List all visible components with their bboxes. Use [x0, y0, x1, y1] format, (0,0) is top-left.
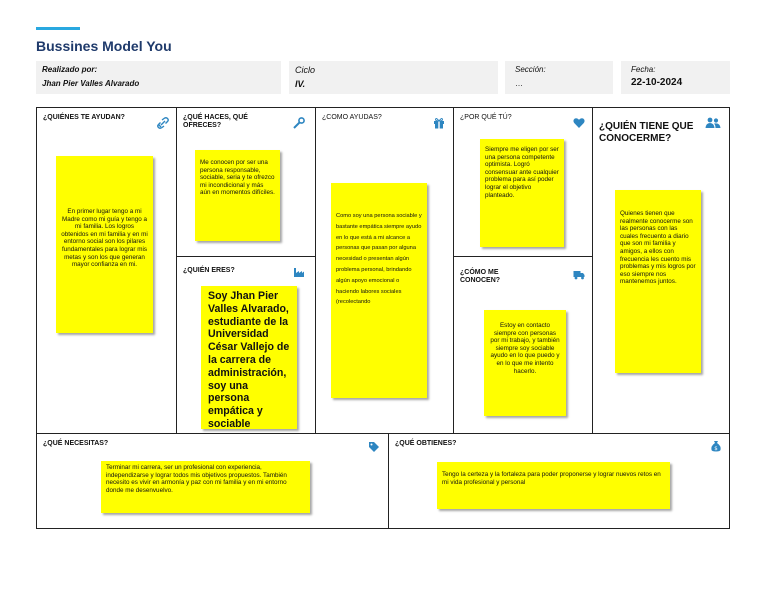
cell-title-who-helps: ¿QUIÉNES TE AYUDAN? [43, 114, 125, 121]
link-icon [157, 116, 169, 128]
cell-who-are [177, 257, 316, 433]
made-by-label: Realizado por: [42, 65, 98, 74]
cell-title-what-get: ¿QUÉ OBTIENES? [395, 440, 457, 447]
gift-icon [433, 116, 445, 128]
svg-text:$: $ [714, 446, 718, 452]
cell-who-meet [593, 108, 729, 433]
note-what-get: Tengo la certeza y la fortaleza para poder proponerse y lograr nuevos retos en mi vida profesional y personal [437, 462, 670, 509]
section-label: Sección: [515, 65, 546, 74]
note-who-are: Soy Jhan Pier Valles Alvarado, estudiante de la Universidad César Vallejo de la carrera de administración, soy una persona empática y sociable [201, 286, 297, 429]
note-how-know: Estoy en contacto siempre con personas por mi trabajo, y también siempre soy sociable ayudo en lo que puedo y en lo que me intento hacerlo. [484, 310, 566, 416]
tag-icon [368, 440, 380, 452]
made-by-value: Jhan Pier Valles Alvarado [42, 79, 140, 88]
cell-what-get [389, 433, 729, 528]
note-how-help: Como soy una persona sociable y bastante empática siempre ayudo en lo que está a mi alcance a personas que pasan por alguna necesidad o presentan algún problema personal, brindando algún apoyo emocional o haciendo labores sociales (recolectando [331, 183, 427, 398]
cycle-value: IV. [295, 79, 306, 89]
date-value: 22-10-2024 [631, 77, 683, 88]
cell-what-do [177, 108, 316, 257]
heart-icon [573, 116, 585, 128]
title-accent-bar [36, 27, 80, 30]
cell-title-who-meet: ¿QUIÉN TIENE QUE CONOCERME? [599, 121, 694, 144]
cycle-label: Ciclo [295, 65, 316, 75]
note-what-do: Me conocen por ser una persona responsable, sociable, seria y te ofrezco mi incondicional y más aún en momentos difíciles. [195, 150, 280, 241]
business-model-canvas [36, 107, 730, 529]
date-label: Fecha: [631, 65, 656, 74]
cell-how-help [316, 108, 454, 433]
note-what-need: Terminar mi carrera, ser un profesional con experiencia, independizarse y lograr todos mis objetivos propuestos. También necesito es vivir en armonía y paz con mi familia y en mi entorno donde me desenvuelvo. [101, 461, 310, 513]
cell-title-who-are: ¿QUIÉN ERES? [183, 267, 235, 274]
cell-who-helps [37, 108, 177, 433]
cell-why-you [454, 108, 593, 257]
cell-how-know [454, 257, 593, 433]
note-who-helps: En primer lugar tengo a mi Madre como mi guía y tengo a mi familia. Los logros obtenidos en mi familia y en mi entorno social son los pilares fundamentales para lograr mis metas y son los que generan mayor confianza en mi. [56, 156, 153, 333]
cell-title-how-help: ¿COMO AYUDAS? [322, 114, 382, 121]
cycle-box [289, 61, 498, 94]
section-value: … [515, 79, 523, 88]
cell-what-need [37, 433, 389, 528]
date-box [621, 61, 730, 94]
people-icon [705, 116, 721, 128]
made-by-box [36, 61, 281, 94]
tool-icon [293, 116, 305, 128]
truck-icon [573, 267, 585, 279]
cell-title-how-know: ¿CÓMO ME CONOCEN? [460, 269, 501, 284]
section-box [505, 61, 613, 94]
factory-icon [293, 265, 305, 277]
cell-title-what-need: ¿QUÉ NECESITAS? [43, 440, 109, 447]
note-who-meet: Quienes tienen que realmente conocerme son las personas con las cuales frecuento a diario que son mi familia y amigos, a ellos con frecuencia les cuento mis problemas y mis logros por eso siempre nos mantenemos juntos. [615, 190, 701, 373]
cell-title-why-you: ¿POR QUÉ TÚ? [460, 114, 512, 121]
money-bag-icon [710, 439, 722, 451]
cell-title-what-do: ¿QUÉ HACES, QUÉ OFRECES? [183, 114, 248, 129]
page-title: Bussines Model You [36, 38, 172, 54]
note-why-you: Siempre me eligen por ser una persona competente optimista. Logró consensuar ante cualquier problema para así poder lograr el objetivo planteado. [480, 139, 564, 247]
